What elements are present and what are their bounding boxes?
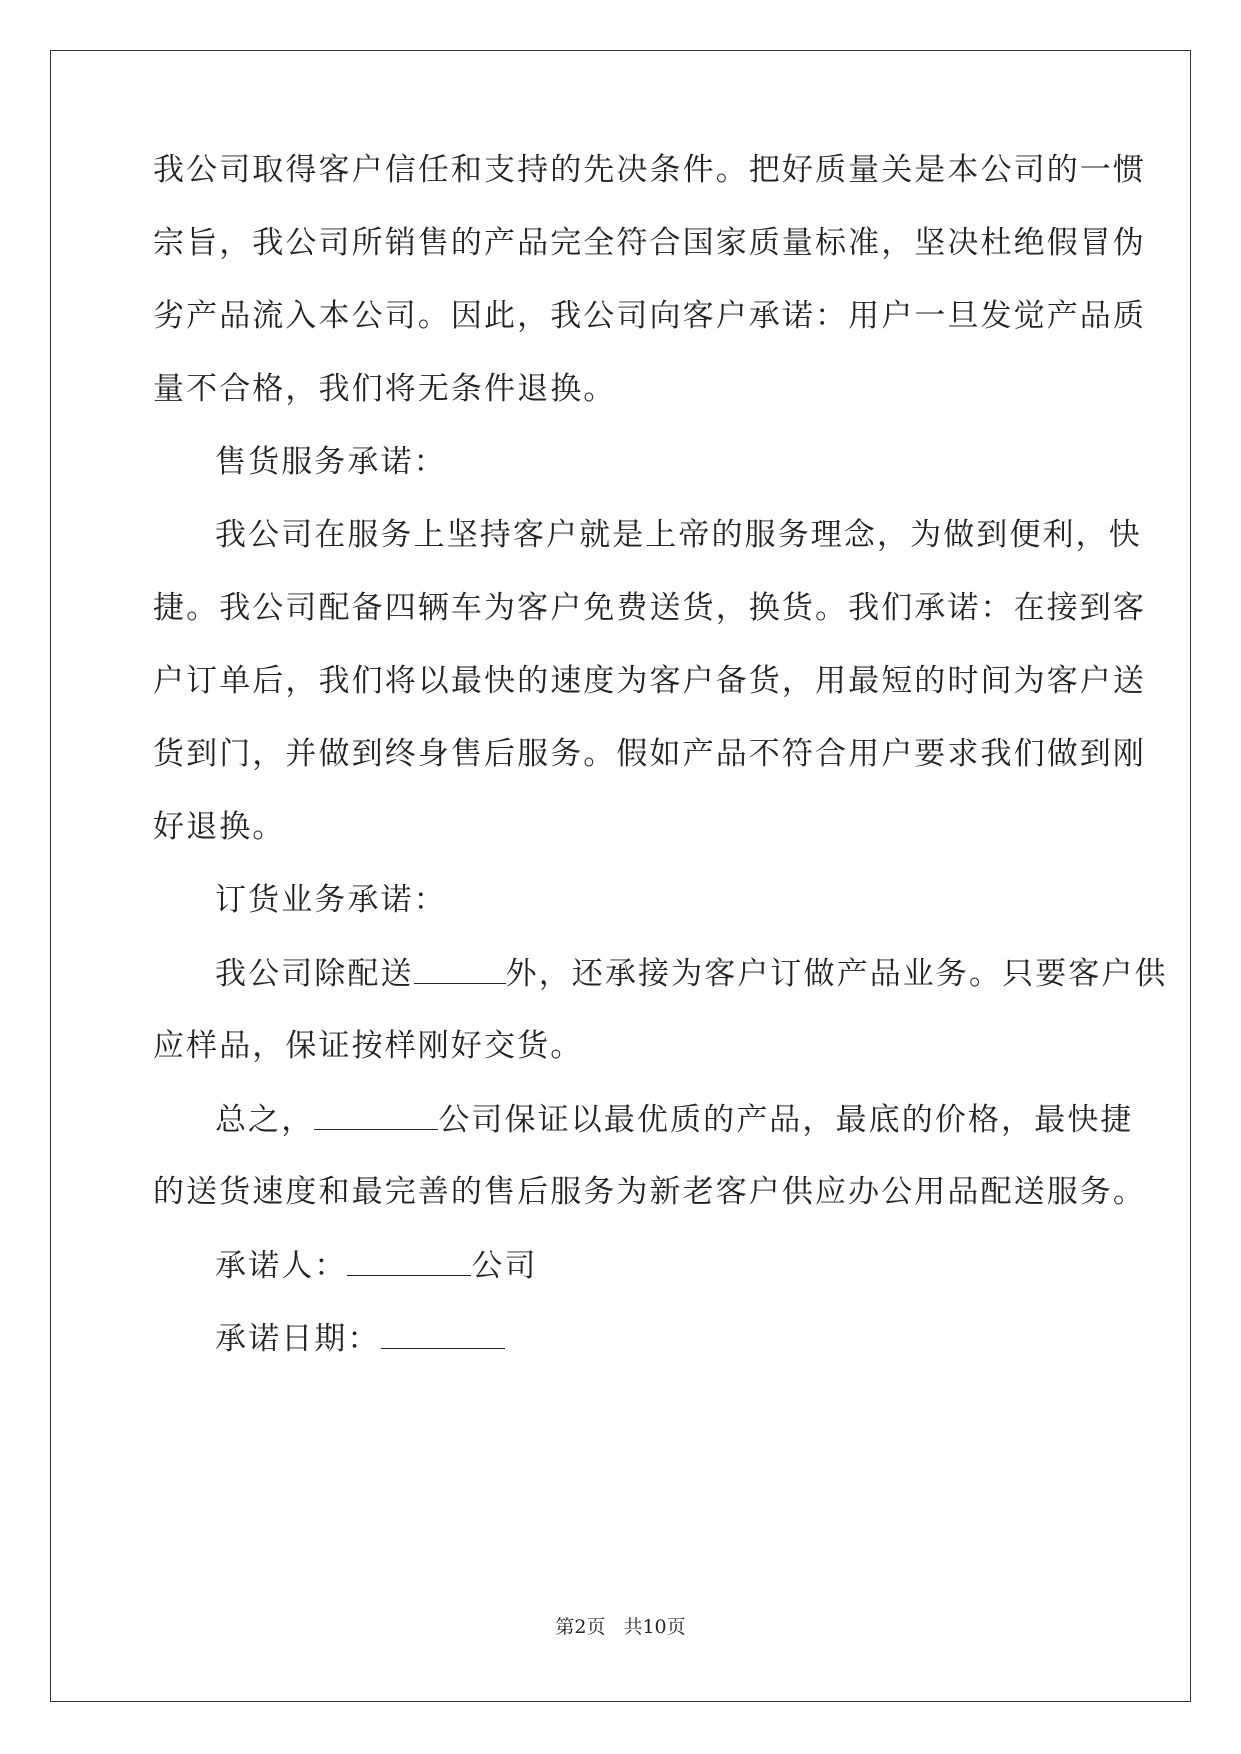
- delivery-text-after: 外，还承接为客户订做产品业务。只要客户供: [505, 956, 1168, 992]
- signer-blank: [347, 1245, 471, 1276]
- date-label: 承诺日期：: [215, 1321, 381, 1357]
- paragraph-line: 我公司在服务上坚持客户就是上帝的服务理念，为做到便利，快: [215, 517, 1142, 553]
- section-heading-sales-service: 售货服务承诺：: [215, 444, 447, 480]
- date-line: [215, 1318, 505, 1359]
- paragraph-line: 好退换。: [153, 809, 286, 845]
- summary-text-after: 公司保证以最优质的产品，最底的价格，最快捷: [438, 1102, 1134, 1138]
- page-total: 共10页: [623, 1616, 686, 1638]
- page-number: 第2页: [555, 1616, 606, 1638]
- paragraph-line: 户订单后，我们将以最快的速度为客户备货，用最短的时间为客户送: [153, 663, 1146, 699]
- signer-suffix: 公司: [471, 1248, 538, 1284]
- paragraph-line: 货到门，并做到终身售后服务。假如产品不符合用户要求我们做到刚: [153, 736, 1146, 772]
- paragraph-line: 劣产品流入本公司。因此，我公司向客户承诺：用户一旦发觉产品质: [153, 298, 1146, 334]
- summary-paragraph-line: [215, 1099, 1133, 1140]
- page-footer: [0, 1612, 1241, 1639]
- paragraph-line: 捷。我公司配备四辆车为客户免费送货，换货。我们承诺：在接到客: [153, 590, 1146, 626]
- paragraph-line: 的送货速度和最完善的售后服务为新老客户供应办公用品配送服务。: [153, 1174, 1146, 1210]
- delivery-paragraph-line: [215, 953, 1168, 994]
- paragraph-line: 应样品，保证按样刚好交货。: [153, 1028, 584, 1064]
- signer-line: [215, 1245, 538, 1286]
- company-name-blank: [314, 1099, 438, 1130]
- paragraph-line: 量不合格，我们将无条件退换。: [153, 371, 617, 407]
- section-heading-order-service: 订货业务承诺：: [215, 882, 447, 918]
- date-blank: [381, 1318, 505, 1349]
- summary-text-before: 总之，: [215, 1102, 315, 1138]
- signer-label: 承诺人：: [215, 1248, 348, 1284]
- delivery-blank: [414, 953, 506, 984]
- delivery-text-before: 我公司除配送: [215, 956, 414, 992]
- paragraph-line: 我公司取得客户信任和支持的先决条件。把好质量关是本公司的一惯: [153, 152, 1146, 188]
- paragraph-line: 宗旨，我公司所销售的产品完全符合国家质量标准，坚决杜绝假冒伪: [153, 225, 1146, 261]
